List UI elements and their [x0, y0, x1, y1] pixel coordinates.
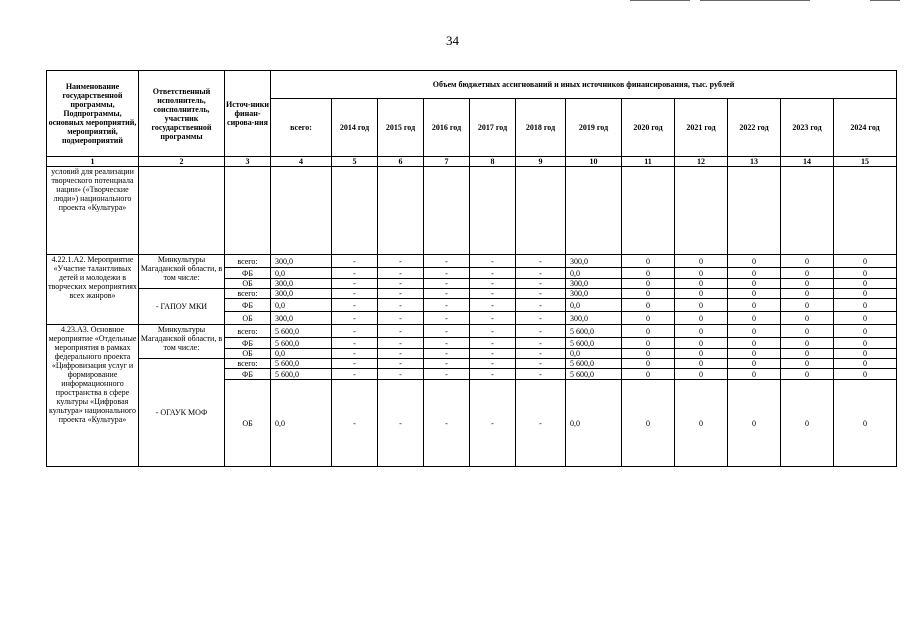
year-value: - [332, 380, 378, 467]
year-value: 0 [834, 312, 897, 325]
year-value: 0 [728, 349, 781, 359]
year-value: 0 [675, 369, 728, 380]
year-value: - [378, 299, 424, 312]
header-year: 2019 год [566, 99, 622, 157]
funding-source: ОБ [225, 279, 271, 289]
empty-cell [566, 167, 622, 255]
year-value: 0 [622, 349, 675, 359]
year-value: 0 [675, 325, 728, 338]
year-value: - [378, 255, 424, 268]
total-value: 300,0 [271, 289, 332, 299]
year-value: - [516, 289, 566, 299]
table-row [47, 325, 897, 338]
total-value: 300,0 [271, 255, 332, 268]
year-value: 0 [622, 289, 675, 299]
year-value: - [378, 369, 424, 380]
year-value: - [424, 255, 470, 268]
funding-source: ФБ [225, 268, 271, 279]
total-value: 5 600,0 [271, 359, 332, 369]
year-value: 300,0 [566, 312, 622, 325]
total-value: 5 600,0 [271, 325, 332, 338]
year-value: 0 [781, 289, 834, 299]
year-value: - [332, 289, 378, 299]
funding-source: ФБ [225, 338, 271, 349]
column-number: 8 [470, 157, 516, 167]
year-value: 0 [622, 312, 675, 325]
year-value: 0 [834, 338, 897, 349]
year-value: 5 600,0 [566, 359, 622, 369]
year-value: 300,0 [566, 289, 622, 299]
year-value: 0 [728, 312, 781, 325]
year-value: - [378, 338, 424, 349]
year-value: 0 [675, 279, 728, 289]
empty-cell [516, 167, 566, 255]
block-name: 4.22.1.А2. Мероприятие «Участие талантливых детей и молодежи в творческих мероприятиях всех жанров» [47, 255, 139, 325]
year-value: 0 [834, 279, 897, 289]
year-value: - [332, 369, 378, 380]
year-value: - [516, 299, 566, 312]
year-value: - [332, 325, 378, 338]
year-value: 0 [781, 338, 834, 349]
year-value: 0 [622, 338, 675, 349]
year-value: - [516, 268, 566, 279]
year-value: - [332, 338, 378, 349]
year-value: - [332, 312, 378, 325]
empty-cell [728, 167, 781, 255]
year-value: - [332, 279, 378, 289]
funding-source: ФБ [225, 369, 271, 380]
year-value: 0 [622, 268, 675, 279]
year-value: 0 [728, 299, 781, 312]
header-total: всего: [271, 99, 332, 157]
column-number: 15 [834, 157, 897, 167]
year-value: 0 [622, 255, 675, 268]
year-value: - [470, 299, 516, 312]
year-value: 0 [675, 338, 728, 349]
year-value: - [424, 338, 470, 349]
empty-cell [781, 167, 834, 255]
year-value: - [516, 312, 566, 325]
year-value: 0 [622, 380, 675, 467]
year-value: - [470, 268, 516, 279]
year-value: 5 600,0 [566, 369, 622, 380]
year-value: 0 [834, 380, 897, 467]
year-value: 0 [834, 289, 897, 299]
year-value: - [424, 299, 470, 312]
year-value: 0 [834, 325, 897, 338]
column-number: 7 [424, 157, 470, 167]
funding-source: всего: [225, 255, 271, 268]
year-value: 0 [622, 299, 675, 312]
year-value: 0 [675, 268, 728, 279]
funding-source: ОБ [225, 380, 271, 467]
year-value: 5 600,0 [566, 338, 622, 349]
funding-source: всего: [225, 359, 271, 369]
empty-cell [139, 167, 225, 255]
year-value: 5 600,0 [566, 325, 622, 338]
year-value: 0 [834, 268, 897, 279]
year-value: - [378, 268, 424, 279]
year-value: - [378, 359, 424, 369]
year-value: 0 [834, 369, 897, 380]
year-value: 0,0 [566, 268, 622, 279]
year-value: 0 [834, 255, 897, 268]
header-year: 2021 год [675, 99, 728, 157]
empty-cell [834, 167, 897, 255]
year-value: - [470, 312, 516, 325]
year-value: 0 [675, 359, 728, 369]
header-year: 2023 год [781, 99, 834, 157]
continuation-name: условий для реализации творческого потенциала нации» («Творческие люди») национального проекта «Культура» [47, 167, 139, 255]
budget-table [46, 70, 897, 467]
year-value: 0 [675, 312, 728, 325]
total-value: 5 600,0 [271, 338, 332, 349]
year-value: - [470, 369, 516, 380]
year-value: 0 [781, 279, 834, 289]
column-number: 13 [728, 157, 781, 167]
header-year: 2015 год [378, 99, 424, 157]
year-value: 0 [781, 325, 834, 338]
column-number: 9 [516, 157, 566, 167]
year-value: - [378, 380, 424, 467]
column-number: 12 [675, 157, 728, 167]
year-value: 0 [675, 299, 728, 312]
year-value: 0 [781, 299, 834, 312]
year-value: 0,0 [566, 380, 622, 467]
table-row [47, 255, 897, 268]
year-value: - [424, 325, 470, 338]
year-value: - [516, 359, 566, 369]
responsible-executor: - ГАПОУ МКИ [139, 289, 225, 325]
total-value: 5 600,0 [271, 369, 332, 380]
empty-cell [675, 167, 728, 255]
year-value: - [516, 325, 566, 338]
year-value: - [424, 279, 470, 289]
year-value: - [516, 279, 566, 289]
year-value: - [516, 255, 566, 268]
header-volume: Объем бюджетных ассигнований и иных источников финансирования, тыс. рублей [271, 71, 897, 99]
year-value: 0 [622, 359, 675, 369]
year-value: - [378, 289, 424, 299]
year-value: 0 [728, 338, 781, 349]
year-value: - [332, 255, 378, 268]
year-value: 0 [781, 255, 834, 268]
total-value: 300,0 [271, 312, 332, 325]
year-value: 0,0 [566, 349, 622, 359]
year-value: - [516, 349, 566, 359]
year-value: 0,0 [566, 299, 622, 312]
year-value: - [516, 338, 566, 349]
total-value: 300,0 [271, 279, 332, 289]
responsible-executor: Минкультуры Магаданской области, в том числе: [139, 255, 225, 289]
empty-cell [622, 167, 675, 255]
year-value: - [332, 359, 378, 369]
header-year: 2014 год [332, 99, 378, 157]
header-responsible: Ответственный исполнитель, соисполнитель, участник государственной программы [139, 71, 225, 157]
year-value: 0 [675, 349, 728, 359]
empty-cell [378, 167, 424, 255]
year-value: - [378, 279, 424, 289]
year-value: 0 [781, 312, 834, 325]
year-value: 0 [781, 268, 834, 279]
empty-cell [225, 167, 271, 255]
year-value: - [470, 349, 516, 359]
year-value: 0 [781, 359, 834, 369]
year-value: 0 [728, 359, 781, 369]
year-value: 0 [834, 359, 897, 369]
empty-cell [332, 167, 378, 255]
year-value: - [378, 325, 424, 338]
year-value: - [332, 268, 378, 279]
year-value: - [332, 299, 378, 312]
column-number: 2 [139, 157, 225, 167]
year-value: 0 [781, 380, 834, 467]
year-value: 300,0 [566, 255, 622, 268]
total-value: 0,0 [271, 349, 332, 359]
year-value: - [516, 369, 566, 380]
table-row [47, 289, 897, 299]
column-number: 4 [271, 157, 332, 167]
block-name: 4.23.А3. Основное мероприятие «Отдельные мероприятия в рамках федерального проекта «Цифровизация услуг и формирование информационного пространства в сфере культуры «Цифровая культура» национального проекта «Культура» [47, 325, 139, 467]
year-value: 0 [728, 289, 781, 299]
column-number: 14 [781, 157, 834, 167]
header-source: Источ-ники финан-сирова-ния [225, 71, 271, 157]
column-number: 5 [332, 157, 378, 167]
column-number: 6 [378, 157, 424, 167]
year-value: - [470, 289, 516, 299]
year-value: 0 [728, 268, 781, 279]
year-value: 0 [728, 279, 781, 289]
year-value: 0 [728, 380, 781, 467]
year-value: - [424, 349, 470, 359]
year-value: - [516, 380, 566, 467]
total-value: 0,0 [271, 299, 332, 312]
year-value: - [470, 338, 516, 349]
empty-cell [424, 167, 470, 255]
header-year: 2018 год [516, 99, 566, 157]
header-year: 2016 год [424, 99, 470, 157]
year-value: 0 [728, 255, 781, 268]
funding-source: ОБ [225, 312, 271, 325]
column-number: 11 [622, 157, 675, 167]
year-value: 0 [834, 349, 897, 359]
funding-source: всего: [225, 289, 271, 299]
year-value: - [424, 312, 470, 325]
funding-source: ОБ [225, 349, 271, 359]
header-year: 2020 год [622, 99, 675, 157]
responsible-executor: - ОГАУК МОФ [139, 359, 225, 467]
year-value: - [378, 312, 424, 325]
year-value: - [470, 380, 516, 467]
year-value: 0 [622, 279, 675, 289]
year-value: 0 [781, 349, 834, 359]
table-row [47, 359, 897, 369]
year-value: - [470, 325, 516, 338]
year-value: - [470, 255, 516, 268]
year-value: 300,0 [566, 279, 622, 289]
year-value: - [424, 268, 470, 279]
year-value: 0 [675, 380, 728, 467]
header-name: Наименование государственной программы, Подпрограммы, основных мероприятий, мероприятий, подмероприятий [47, 71, 139, 157]
empty-cell [470, 167, 516, 255]
year-value: 0 [728, 325, 781, 338]
responsible-executor: Минкультуры Магаданской области, в том числе: [139, 325, 225, 359]
page-number: 34 [446, 33, 459, 48]
empty-cell [271, 167, 332, 255]
year-value: 0 [622, 369, 675, 380]
header-year: 2017 год [470, 99, 516, 157]
column-number: 10 [566, 157, 622, 167]
funding-source: ФБ [225, 299, 271, 312]
year-value: 0 [675, 289, 728, 299]
year-value: 0 [781, 369, 834, 380]
year-value: - [470, 279, 516, 289]
column-number: 1 [47, 157, 139, 167]
header-year: 2024 год [834, 99, 897, 157]
funding-source: всего: [225, 325, 271, 338]
year-value: - [470, 359, 516, 369]
year-value: - [424, 369, 470, 380]
column-number: 3 [225, 157, 271, 167]
year-value: - [378, 349, 424, 359]
year-value: 0 [834, 299, 897, 312]
year-value: 0 [622, 325, 675, 338]
header-year: 2022 год [728, 99, 781, 157]
year-value: 0 [675, 255, 728, 268]
year-value: - [332, 349, 378, 359]
year-value: - [424, 380, 470, 467]
year-value: - [424, 359, 470, 369]
total-value: 0,0 [271, 268, 332, 279]
total-value: 0,0 [271, 380, 332, 467]
year-value: 0 [728, 369, 781, 380]
year-value: - [424, 289, 470, 299]
